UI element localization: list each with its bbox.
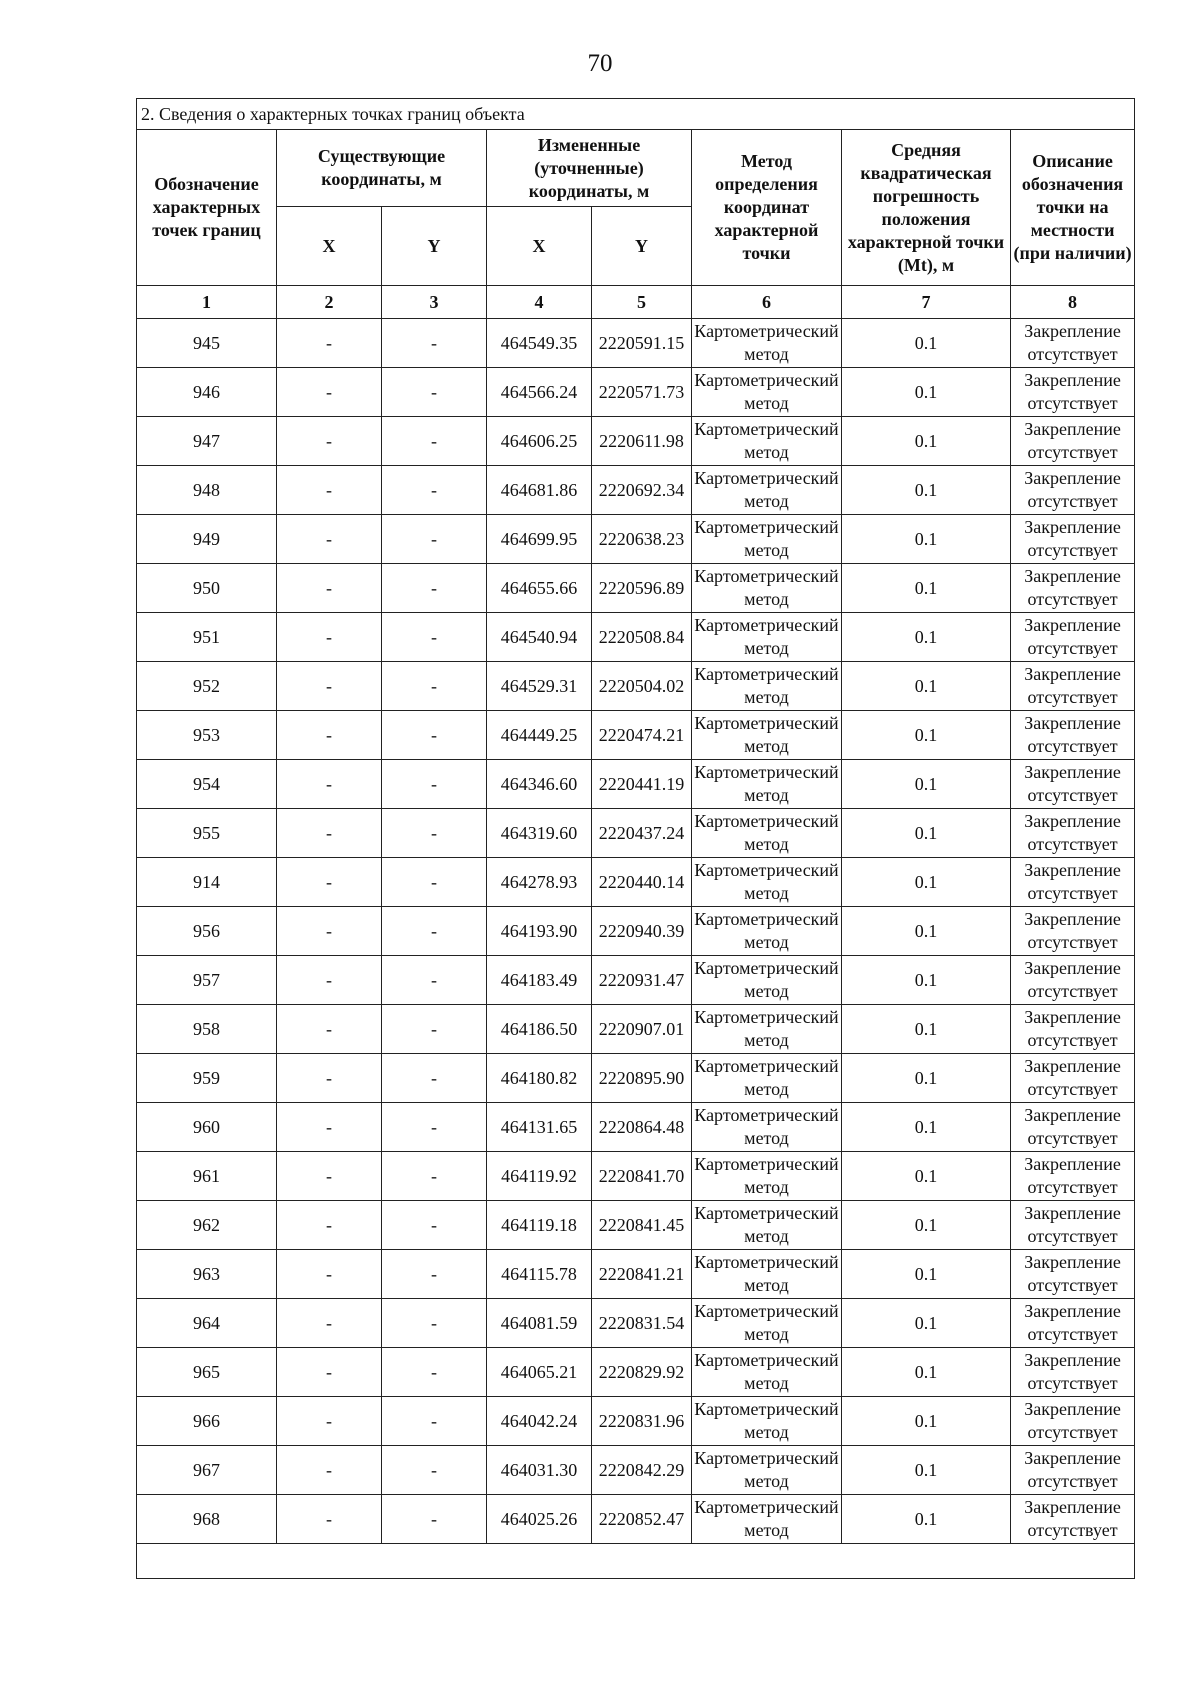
cell-existing-y: - xyxy=(382,1348,487,1397)
table-row xyxy=(137,417,1135,466)
cell-description: Закрепление отсутствует xyxy=(1011,368,1135,417)
cell-x: 464655.66 xyxy=(487,564,592,613)
cell-x: 464529.31 xyxy=(487,662,592,711)
cell-existing-x: - xyxy=(277,1348,382,1397)
cell-existing-x: - xyxy=(277,515,382,564)
cell-existing-y: - xyxy=(382,711,487,760)
cell-existing-y: - xyxy=(382,1201,487,1250)
cell-point-number: 967 xyxy=(137,1446,277,1495)
cell-x: 464119.92 xyxy=(487,1152,592,1201)
cell-x: 464031.30 xyxy=(487,1446,592,1495)
cell-method: Картометрический метод xyxy=(692,956,842,1005)
table-row xyxy=(137,1397,1135,1446)
cell-y: 2220611.98 xyxy=(592,417,692,466)
cell-point-number: 959 xyxy=(137,1054,277,1103)
cell-method: Картометрический метод xyxy=(692,711,842,760)
header-designation: Обозначение характерных точек границ xyxy=(137,130,277,286)
cell-method: Картометрический метод xyxy=(692,1201,842,1250)
table-row xyxy=(137,368,1135,417)
table-row xyxy=(137,515,1135,564)
header-method: Метод определения координат характерной точки xyxy=(692,130,842,286)
cell-existing-x: - xyxy=(277,907,382,956)
cell-x: 464186.50 xyxy=(487,1005,592,1054)
cell-description: Закрепление отсутствует xyxy=(1011,809,1135,858)
cell-error: 0.1 xyxy=(842,1250,1011,1299)
cell-x: 464183.49 xyxy=(487,956,592,1005)
cell-point-number: 962 xyxy=(137,1201,277,1250)
cell-method: Картометрический метод xyxy=(692,1103,842,1152)
cell-point-number: 953 xyxy=(137,711,277,760)
cell-existing-x: - xyxy=(277,1495,382,1544)
cell-description: Закрепление отсутствует xyxy=(1011,858,1135,907)
cell-y: 2220440.14 xyxy=(592,858,692,907)
cell-existing-y: - xyxy=(382,613,487,662)
cell-existing-x: - xyxy=(277,1250,382,1299)
column-number: 6 xyxy=(692,286,842,319)
cell-existing-x: - xyxy=(277,1054,382,1103)
column-number-row xyxy=(137,286,1135,319)
cell-description: Закрепление отсутствует xyxy=(1011,1152,1135,1201)
cell-method: Картометрический метод xyxy=(692,1446,842,1495)
cell-existing-y: - xyxy=(382,1250,487,1299)
table-row xyxy=(137,956,1135,1005)
cell-x: 464065.21 xyxy=(487,1348,592,1397)
cell-point-number: 968 xyxy=(137,1495,277,1544)
table-row xyxy=(137,564,1135,613)
cell-existing-x: - xyxy=(277,662,382,711)
section-title: 2. Сведения о характерных точках границ объекта xyxy=(137,99,1135,130)
cell-error: 0.1 xyxy=(842,417,1011,466)
cell-existing-y: - xyxy=(382,1299,487,1348)
cell-existing-y: - xyxy=(382,515,487,564)
cell-error: 0.1 xyxy=(842,564,1011,613)
table-row xyxy=(137,1446,1135,1495)
empty-footer-cell xyxy=(137,1544,1135,1579)
cell-point-number: 957 xyxy=(137,956,277,1005)
cell-existing-y: - xyxy=(382,1005,487,1054)
cell-method: Картометрический метод xyxy=(692,368,842,417)
cell-method: Картометрический метод xyxy=(692,564,842,613)
cell-error: 0.1 xyxy=(842,466,1011,515)
table-row xyxy=(137,1250,1135,1299)
cell-point-number: 958 xyxy=(137,1005,277,1054)
cell-point-number: 960 xyxy=(137,1103,277,1152)
header-changed-x: X xyxy=(487,207,592,286)
cell-description: Закрепление отсутствует xyxy=(1011,1201,1135,1250)
cell-existing-x: - xyxy=(277,1397,382,1446)
cell-point-number: 956 xyxy=(137,907,277,956)
cell-x: 464115.78 xyxy=(487,1250,592,1299)
cell-y: 2220474.21 xyxy=(592,711,692,760)
header-description: Описание обозначения точки на местности (при наличии) xyxy=(1011,130,1135,286)
cell-x: 464549.35 xyxy=(487,319,592,368)
cell-y: 2220841.21 xyxy=(592,1250,692,1299)
cell-error: 0.1 xyxy=(842,1397,1011,1446)
cell-method: Картометрический метод xyxy=(692,1299,842,1348)
cell-description: Закрепление отсутствует xyxy=(1011,515,1135,564)
cell-existing-y: - xyxy=(382,809,487,858)
cell-x: 464193.90 xyxy=(487,907,592,956)
cell-point-number: 945 xyxy=(137,319,277,368)
cell-method: Картометрический метод xyxy=(692,1348,842,1397)
column-number: 3 xyxy=(382,286,487,319)
cell-y: 2220692.34 xyxy=(592,466,692,515)
cell-description: Закрепление отсутствует xyxy=(1011,956,1135,1005)
cell-method: Картометрический метод xyxy=(692,515,842,564)
boundary-points-table xyxy=(136,98,1135,1579)
cell-method: Картометрический метод xyxy=(692,1495,842,1544)
cell-method: Картометрический метод xyxy=(692,1250,842,1299)
table-row xyxy=(137,466,1135,515)
table-row xyxy=(137,1152,1135,1201)
cell-existing-x: - xyxy=(277,1446,382,1495)
cell-y: 2220638.23 xyxy=(592,515,692,564)
header-changed-coordinates: Измененные (уточненные) координаты, м xyxy=(487,130,692,207)
cell-x: 464606.25 xyxy=(487,417,592,466)
cell-point-number: 951 xyxy=(137,613,277,662)
cell-error: 0.1 xyxy=(842,613,1011,662)
cell-x: 464449.25 xyxy=(487,711,592,760)
table-row xyxy=(137,613,1135,662)
cell-point-number: 914 xyxy=(137,858,277,907)
cell-existing-x: - xyxy=(277,1152,382,1201)
cell-existing-x: - xyxy=(277,711,382,760)
table-row xyxy=(137,319,1135,368)
cell-error: 0.1 xyxy=(842,956,1011,1005)
cell-description: Закрепление отсутствует xyxy=(1011,466,1135,515)
cell-y: 2220841.45 xyxy=(592,1201,692,1250)
column-number: 4 xyxy=(487,286,592,319)
cell-description: Закрепление отсутствует xyxy=(1011,1348,1135,1397)
cell-existing-x: - xyxy=(277,1005,382,1054)
cell-x: 464180.82 xyxy=(487,1054,592,1103)
cell-x: 464081.59 xyxy=(487,1299,592,1348)
cell-existing-y: - xyxy=(382,1152,487,1201)
cell-existing-x: - xyxy=(277,564,382,613)
cell-description: Закрепление отсутствует xyxy=(1011,1005,1135,1054)
cell-error: 0.1 xyxy=(842,1152,1011,1201)
cell-point-number: 965 xyxy=(137,1348,277,1397)
table-row xyxy=(137,1201,1135,1250)
header-existing-x: X xyxy=(277,207,382,286)
cell-error: 0.1 xyxy=(842,515,1011,564)
cell-x: 464119.18 xyxy=(487,1201,592,1250)
cell-existing-x: - xyxy=(277,466,382,515)
cell-y: 2220571.73 xyxy=(592,368,692,417)
cell-existing-x: - xyxy=(277,613,382,662)
cell-description: Закрепление отсутствует xyxy=(1011,1250,1135,1299)
cell-method: Картометрический метод xyxy=(692,1397,842,1446)
cell-error: 0.1 xyxy=(842,1005,1011,1054)
table-row xyxy=(137,760,1135,809)
cell-description: Закрепление отсутствует xyxy=(1011,613,1135,662)
cell-y: 2220852.47 xyxy=(592,1495,692,1544)
column-number: 5 xyxy=(592,286,692,319)
cell-error: 0.1 xyxy=(842,662,1011,711)
cell-description: Закрепление отсутствует xyxy=(1011,564,1135,613)
cell-point-number: 963 xyxy=(137,1250,277,1299)
cell-description: Закрепление отсутствует xyxy=(1011,907,1135,956)
cell-error: 0.1 xyxy=(842,858,1011,907)
cell-existing-x: - xyxy=(277,858,382,907)
cell-point-number: 952 xyxy=(137,662,277,711)
cell-existing-x: - xyxy=(277,1299,382,1348)
cell-description: Закрепление отсутствует xyxy=(1011,662,1135,711)
cell-existing-y: - xyxy=(382,417,487,466)
cell-y: 2220842.29 xyxy=(592,1446,692,1495)
cell-method: Картометрический метод xyxy=(692,1054,842,1103)
cell-y: 2220940.39 xyxy=(592,907,692,956)
cell-error: 0.1 xyxy=(842,907,1011,956)
cell-method: Картометрический метод xyxy=(692,613,842,662)
cell-x: 464566.24 xyxy=(487,368,592,417)
table-body xyxy=(137,319,1135,1544)
table-row xyxy=(137,662,1135,711)
cell-y: 2220831.54 xyxy=(592,1299,692,1348)
cell-existing-y: - xyxy=(382,662,487,711)
cell-y: 2220829.92 xyxy=(592,1348,692,1397)
cell-existing-y: - xyxy=(382,858,487,907)
cell-point-number: 946 xyxy=(137,368,277,417)
cell-existing-x: - xyxy=(277,1103,382,1152)
table-row xyxy=(137,809,1135,858)
table-row xyxy=(137,711,1135,760)
column-number: 8 xyxy=(1011,286,1135,319)
cell-y: 2220907.01 xyxy=(592,1005,692,1054)
cell-description: Закрепление отсутствует xyxy=(1011,1495,1135,1544)
table-row xyxy=(137,907,1135,956)
cell-existing-y: - xyxy=(382,1103,487,1152)
cell-point-number: 954 xyxy=(137,760,277,809)
header-existing-coordinates: Существующие координаты, м xyxy=(277,130,487,207)
cell-error: 0.1 xyxy=(842,1103,1011,1152)
cell-x: 464699.95 xyxy=(487,515,592,564)
page-number: 70 xyxy=(587,50,613,77)
cell-description: Закрепление отсутствует xyxy=(1011,417,1135,466)
cell-existing-x: - xyxy=(277,809,382,858)
cell-existing-y: - xyxy=(382,1495,487,1544)
cell-y: 2220895.90 xyxy=(592,1054,692,1103)
cell-y: 2220437.24 xyxy=(592,809,692,858)
boundary-points-table-container xyxy=(136,98,1134,1579)
cell-error: 0.1 xyxy=(842,1348,1011,1397)
cell-y: 2220504.02 xyxy=(592,662,692,711)
cell-x: 464681.86 xyxy=(487,466,592,515)
cell-error: 0.1 xyxy=(842,1201,1011,1250)
cell-x: 464025.26 xyxy=(487,1495,592,1544)
cell-existing-y: - xyxy=(382,564,487,613)
cell-x: 464346.60 xyxy=(487,760,592,809)
cell-description: Закрепление отсутствует xyxy=(1011,1446,1135,1495)
cell-error: 0.1 xyxy=(842,711,1011,760)
table-row xyxy=(137,1005,1135,1054)
cell-y: 2220591.15 xyxy=(592,319,692,368)
cell-error: 0.1 xyxy=(842,809,1011,858)
table-row xyxy=(137,1054,1135,1103)
cell-existing-x: - xyxy=(277,1201,382,1250)
cell-point-number: 950 xyxy=(137,564,277,613)
cell-method: Картометрический метод xyxy=(692,319,842,368)
cell-x: 464278.93 xyxy=(487,858,592,907)
cell-y: 2220831.96 xyxy=(592,1397,692,1446)
table-row xyxy=(137,1495,1135,1544)
cell-error: 0.1 xyxy=(842,319,1011,368)
column-number: 1 xyxy=(137,286,277,319)
cell-point-number: 949 xyxy=(137,515,277,564)
header-error: Средняя квадратическая погрешность положения характерной точки (Mt), м xyxy=(842,130,1011,286)
cell-existing-y: - xyxy=(382,956,487,1005)
table-row xyxy=(137,1299,1135,1348)
cell-point-number: 966 xyxy=(137,1397,277,1446)
cell-existing-y: - xyxy=(382,1397,487,1446)
cell-method: Картометрический метод xyxy=(692,1005,842,1054)
cell-x: 464319.60 xyxy=(487,809,592,858)
cell-point-number: 947 xyxy=(137,417,277,466)
cell-point-number: 964 xyxy=(137,1299,277,1348)
cell-method: Картометрический метод xyxy=(692,662,842,711)
cell-description: Закрепление отсутствует xyxy=(1011,1103,1135,1152)
cell-existing-y: - xyxy=(382,760,487,809)
cell-x: 464131.65 xyxy=(487,1103,592,1152)
cell-y: 2220931.47 xyxy=(592,956,692,1005)
cell-point-number: 961 xyxy=(137,1152,277,1201)
cell-description: Закрепление отсутствует xyxy=(1011,1397,1135,1446)
cell-existing-x: - xyxy=(277,368,382,417)
cell-existing-x: - xyxy=(277,956,382,1005)
cell-method: Картометрический метод xyxy=(692,809,842,858)
cell-error: 0.1 xyxy=(842,1446,1011,1495)
header-changed-y: Y xyxy=(592,207,692,286)
cell-method: Картометрический метод xyxy=(692,760,842,809)
table-row xyxy=(137,858,1135,907)
cell-description: Закрепление отсутствует xyxy=(1011,711,1135,760)
table-row xyxy=(137,1103,1135,1152)
cell-error: 0.1 xyxy=(842,368,1011,417)
cell-description: Закрепление отсутствует xyxy=(1011,760,1135,809)
cell-y: 2220508.84 xyxy=(592,613,692,662)
cell-existing-x: - xyxy=(277,417,382,466)
cell-description: Закрепление отсутствует xyxy=(1011,1054,1135,1103)
cell-x: 464540.94 xyxy=(487,613,592,662)
column-number: 2 xyxy=(277,286,382,319)
cell-x: 464042.24 xyxy=(487,1397,592,1446)
cell-existing-y: - xyxy=(382,1054,487,1103)
cell-existing-y: - xyxy=(382,319,487,368)
cell-method: Картометрический метод xyxy=(692,858,842,907)
empty-footer-row xyxy=(137,1544,1135,1579)
cell-existing-x: - xyxy=(277,760,382,809)
cell-y: 2220441.19 xyxy=(592,760,692,809)
cell-existing-y: - xyxy=(382,907,487,956)
cell-existing-y: - xyxy=(382,368,487,417)
cell-description: Закрепление отсутствует xyxy=(1011,1299,1135,1348)
cell-description: Закрепление отсутствует xyxy=(1011,319,1135,368)
cell-method: Картометрический метод xyxy=(692,466,842,515)
cell-error: 0.1 xyxy=(842,1299,1011,1348)
cell-method: Картометрический метод xyxy=(692,417,842,466)
cell-error: 0.1 xyxy=(842,760,1011,809)
cell-existing-x: - xyxy=(277,319,382,368)
cell-error: 0.1 xyxy=(842,1495,1011,1544)
header-existing-y: Y xyxy=(382,207,487,286)
cell-y: 2220841.70 xyxy=(592,1152,692,1201)
cell-y: 2220864.48 xyxy=(592,1103,692,1152)
cell-error: 0.1 xyxy=(842,1054,1011,1103)
cell-y: 2220596.89 xyxy=(592,564,692,613)
cell-existing-y: - xyxy=(382,466,487,515)
table-row xyxy=(137,1348,1135,1397)
cell-method: Картометрический метод xyxy=(692,907,842,956)
cell-existing-y: - xyxy=(382,1446,487,1495)
cell-point-number: 955 xyxy=(137,809,277,858)
cell-method: Картометрический метод xyxy=(692,1152,842,1201)
cell-point-number: 948 xyxy=(137,466,277,515)
column-number: 7 xyxy=(842,286,1011,319)
